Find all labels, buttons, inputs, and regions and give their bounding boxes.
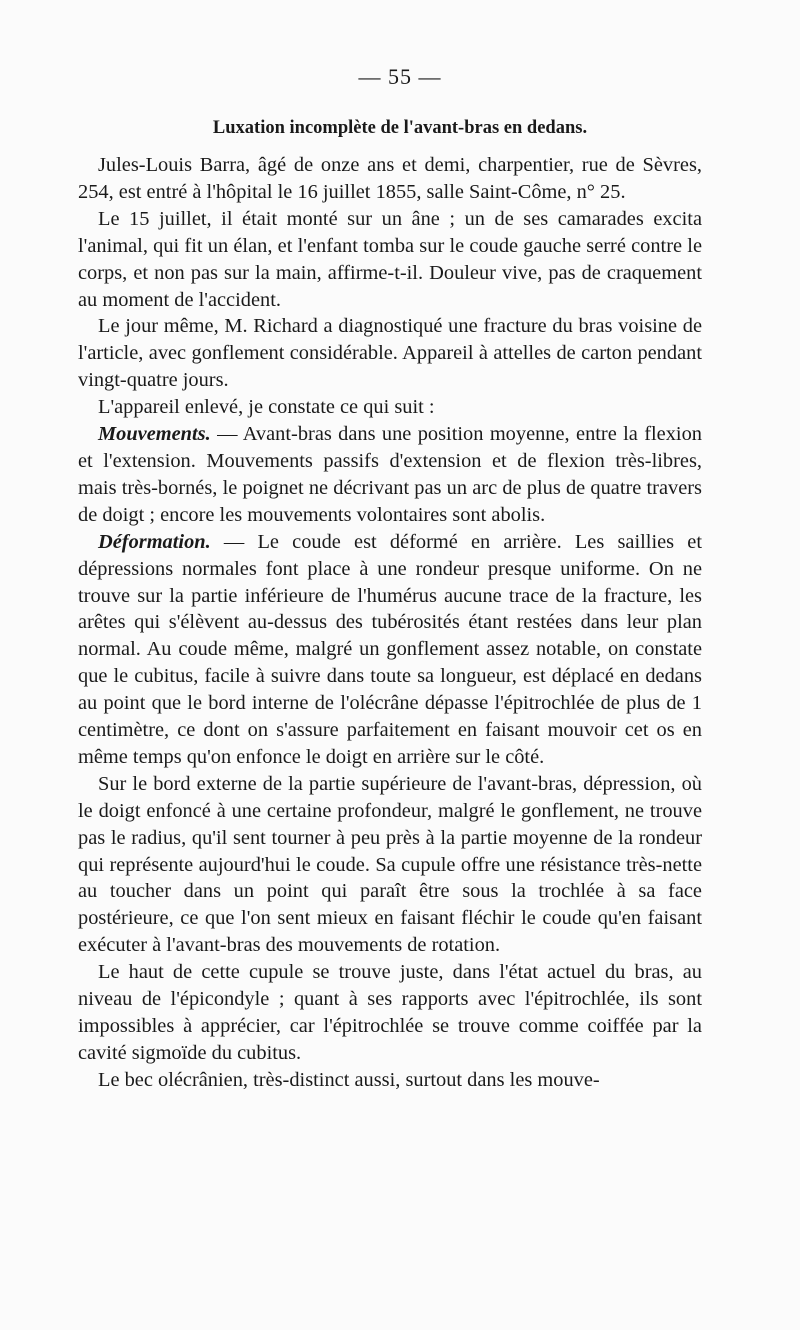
paragraph	[78, 1067, 702, 1094]
paragraph	[78, 313, 702, 394]
paragraph-text: Sur le bord externe de la partie supérieure de l'avant-bras, dépression, où le doigt enfoncé à une certaine profondeur, malgré le gonflement, ne trouve pas le radius, qu'il sent tourner à peu près à la partie moyenne de la rondeur qui représente aujourd'hui le coude. Sa cupule offre une résistance très-nette au toucher dans un point qui paraît être sous la trochlée à sa face postérieure, ce que l'on sent mieux en faisant fléchir le coude qu'en faisant exécuter à l'avant-bras des mouvements de rotation.	[78, 772, 702, 957]
paragraph-text: Le jour même, M. Richard a diagnostiqué une fracture du bras voisine de l'article, avec gonflement considérable. Appareil à attelles de carton pendant vingt-quatre jours.	[78, 315, 702, 392]
paragraph-text: — Le coude est déformé en arrière. Les saillies et dépressions normales font place à une rondeur presque uniforme. On ne trouve sur la partie inférieure de l'humérus aucune trace de la fracture, les arêtes qui s'élèvent au-dessus des tubérosités étant restées dans leur plan normal. Au coude même, malgré un gonflement assez notable, on constate que le cubitus, facile à suivre dans toute sa longueur, est déplacé en dedans au point que le bord interne de l'olécrâne dépasse l'épitrochlée de plus de 1 centimètre, ce dont on s'assure parfaitement en faisant mouvoir cet os en même temps qu'on enfonce le doigt en arrière sur le côté.	[78, 530, 702, 768]
paragraph-text: Le 15 juillet, il était monté sur un âne ; un de ses camarades excita l'animal, qui fit un élan, et l'enfant tomba sur le coude gauche serré contre le corps, et non pas sur la main, affirme-t-il. Douleur vive, pas de craquement au moment de l'accident.	[78, 207, 702, 311]
body-text	[78, 152, 702, 1094]
paragraph	[78, 152, 702, 206]
paragraph-text: Jules-Louis Barra, âgé de onze ans et demi, charpentier, rue de Sèvres, 254, est entré à l'hôpital le 16 juillet 1855, salle Saint-Côme, n° 25.	[78, 154, 702, 203]
paragraph	[78, 421, 702, 529]
section-heading: Luxation incomplète de l'avant-bras en dedans.	[212, 118, 588, 138]
paragraph-lead: Mouvements.	[98, 423, 211, 446]
paragraph-text: Le bec olécrânien, très-distinct aussi, surtout dans les mouve-	[98, 1068, 600, 1091]
paragraph	[78, 771, 702, 959]
page-number: — 55 —	[358, 64, 442, 89]
paragraph	[78, 959, 702, 1067]
paragraph	[78, 394, 702, 421]
paragraph-text: — Avant-bras dans une position moyenne, entre la flexion et l'extension. Mouvements passifs d'extension et de flexion très-libres, mais très-bornés, le poignet ne décrivant pas un arc de plus de quatre travers de doigt ; encore les mouvements volontaires sont abolis.	[78, 423, 702, 526]
paragraph-lead: Déformation.	[98, 530, 211, 553]
paragraph-text: L'appareil enlevé, je constate ce qui suit :	[98, 396, 435, 419]
paragraph	[78, 206, 702, 314]
paragraph	[78, 529, 702, 771]
paragraph-text: Le haut de cette cupule se trouve juste, dans l'état actuel du bras, au niveau de l'épicondyle ; quant à ses rapports avec l'épitrochlée, ils sont impossibles à apprécier, car l'épitrochlée se trouve comme coiffée par la cavité sigmoïde du cubitus.	[78, 961, 702, 1064]
